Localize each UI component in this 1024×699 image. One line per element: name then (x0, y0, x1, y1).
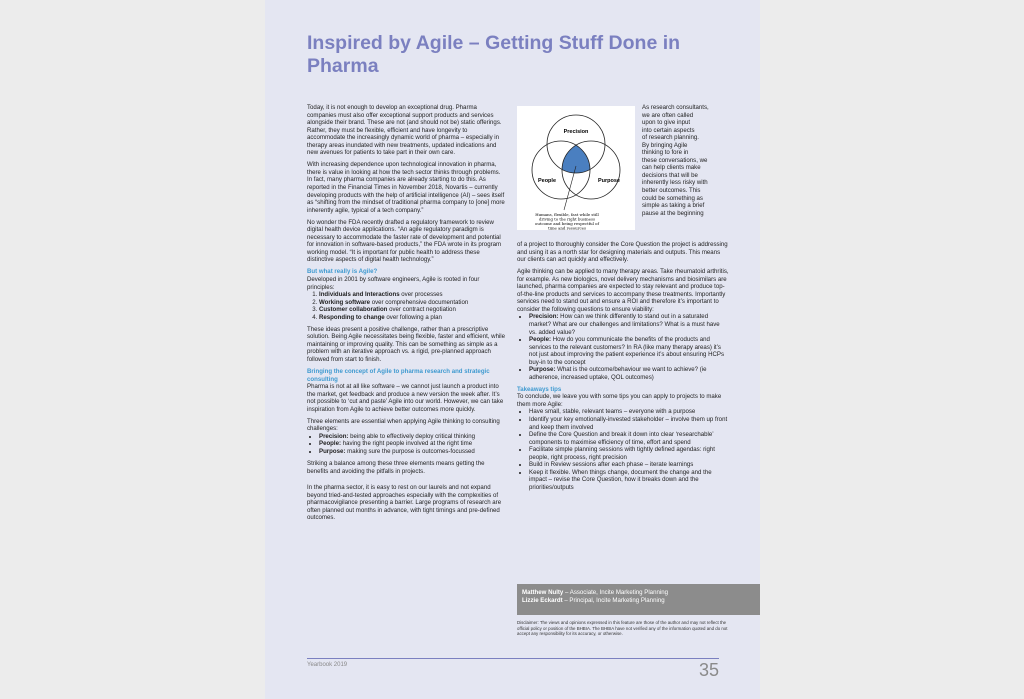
list-item: • Have small, stable, relevant teams – everyone with a purpose (529, 408, 729, 416)
tips-list (517, 408, 729, 491)
list-item: • Keep it flexible. When things change, document the change and the impact – revise the Core Question, how it breaks down and the priorities/outputs (529, 469, 729, 492)
text-line: could be something as (642, 194, 703, 202)
paragraph: Today, it is not enough to develop an exceptional drug. Pharma companies must also offer exceptional support products and services alongside their brand. These are not (and should not be) static offerings. Rather, they must be flexible, efficient and have longevity to accommodate the increasingly dynamic world of pharma – especially in therapy areas inundated with new treatments, updated indications and new avenues for patients to take part in their own care. (307, 104, 502, 157)
author-line: Lizzie Eckardt – Principal, Incite Marketing Planning (522, 597, 665, 604)
author-box (517, 584, 760, 615)
text-line: we are often called (642, 111, 694, 119)
paragraph: of a project to thoroughly consider the Core Question the project is addressing and using it as a north star for designing materials and outputs. This means our clients can act quickly and effectively. (517, 241, 728, 264)
label-purpose: Purpose (597, 178, 621, 184)
text-line: better outcomes. This (642, 187, 701, 195)
text-line: upon to give input (642, 119, 691, 127)
article-page (265, 0, 760, 699)
text-line: By bringing Agile (642, 141, 688, 149)
text-line: into certain aspects (642, 126, 695, 134)
caption-line: driving to the right business (539, 216, 595, 222)
disclaimer: Disclaimer: The views and opinions expressed in this feature are those of the author and may not reflect the official policy or position of the BHBIA. The BHBIA have not verified any of the information quoted and do not accept any responsibility for its accuracy, or otherwise. (517, 620, 728, 637)
paragraph: To conclude, we leave you with some tips you can apply to projects to make them more Agile: (517, 393, 722, 408)
list-item: 4. Responding to change over following a plan (319, 314, 507, 322)
section-heading: Bringing the concept of Agile to pharma research and strategic consulting (307, 368, 490, 383)
list-item: • Precision: being able to effectively deploy critical thinking (319, 433, 507, 441)
caption-line: outcome and being respectful of (535, 221, 599, 226)
paragraph: In the pharma sector, it is easy to rest on our laurels and not expand beyond tried-and-tested approaches especially with the complexities of pharmacovigilance presenting a barrier. Large programs of research are often planned out months in advance, with tight timings and pre-defined outcomes. (307, 484, 502, 522)
footer-yearbook: Yearbook 2019 (307, 662, 348, 668)
paragraph: With increasing dependence upon technological innovation in pharma, there is value in looking at how the tech sector thinks through problems. In fact, many pharma companies are already starting to do this. As reported in the Financial Times in November 2018, Novartis – currently developing products with the help of artificial intelligence (AI) – sees itself as “shifting from the mindset of traditional pharma company to [one] more inherently agile, typical of a tech company.” (307, 161, 505, 214)
list-item: • Purpose: making sure the purpose is outcomes-focussed (319, 448, 507, 456)
right-column (517, 241, 729, 496)
list-item: 3. Customer collaboration over contract negotiation (319, 306, 507, 314)
text-line: these conversations, we (642, 156, 708, 164)
text-line: simple as taking a brief (642, 202, 705, 210)
footer-divider (307, 658, 719, 659)
paragraph: No wonder the FDA recently drafted a regulatory framework to review digital health device applications. “An agile regulatory paradigm is necessary to accommodate the faster rate of development and potential for innovation in software-based products,” the FDA wrote in its program working model. “It is important for public health to address these distinctive aspects of digital health technology.” (307, 218, 502, 264)
page-number: 35 (698, 660, 719, 680)
list-item: • Build in Review sessions after each phase – iterate learnings (529, 461, 729, 469)
text-line: decisions that will be (642, 171, 698, 179)
paragraph: These ideas present a positive challenge, rather than a prescriptive solution. Being Agile necessitates being flexible, faster and efficient, while maintaining or improving quality. This can be something as simple as a problem with an iterative approach vs. a rigid, pre-planned approach followed from start to finish. (307, 325, 506, 363)
caption-line: time and resources (548, 225, 586, 230)
section-heading: Takeaways tips (517, 385, 562, 393)
text-line: inherently less risky with (642, 179, 708, 187)
list-item: 2. Working software over comprehensive documentation (319, 299, 507, 307)
list-item: • Precision: How can we think differently to stand out in a saturated market? What are our challenges and limitations? What is a must have vs. added value? (529, 313, 729, 336)
list-item: • Facilitate simple planning sessions with tightly defined agendas: right people, right process, right precision (529, 446, 729, 461)
principles-list (307, 291, 507, 321)
paragraph: Three elements are essential when applying Agile thinking to consulting challenges: (307, 417, 500, 433)
list-item: • Identify your key emotionally-invested stakeholder – involve them up front and keep them involved (529, 416, 729, 431)
paragraph: Striking a balance among these three elements means getting the benefits and avoiding the pitfalls in projects. (307, 460, 485, 475)
list-item: • People: having the right people involved at the right time (319, 440, 507, 448)
left-column (307, 104, 507, 526)
questions-list (517, 313, 729, 381)
label-precision: Precision (563, 129, 589, 135)
paragraph: Pharma is not at all like software – we cannot just launch a product into the market, get feedback and produce a new version the week after. It’s not possible to ‘cut and paste’ Agile into our world. However, we can take inspiration from Agile to achieve better outcomes more quickly. (307, 383, 504, 413)
venn-diagram (517, 106, 635, 230)
section-heading: But what really is Agile? (307, 268, 378, 276)
text-line: can help clients make (642, 164, 701, 172)
list-item: 1. Individuals and Interactions over processes (319, 291, 507, 299)
list-item: • Purpose: What is the outcome/behaviour we want to achieve? (ie adherence, increased uptake, QOL outcomes) (529, 366, 729, 381)
list-item: • People: How do you communicate the benefits of the products and services to the relevant customers? In RA (like many therapy areas) it’s not just about improving the patient experience it’s about ensuring HCPs buy-in to the concept (529, 336, 729, 366)
paragraph: Agile thinking can be applied to many therapy areas. Take rheumatoid arthritis, for example. As new biologics, novel delivery mechanisms and biosimilars are launched, pharma companies are expected to stay relevant and produce top-of-the-line products and services to accompany these treatments. Importantly services need to stand out and ensure a ROI and therefore it’s important to consider the following questions to ensure viability: (517, 268, 729, 313)
text-line: of research planning. (642, 134, 699, 142)
text-line: pause at the beginning (642, 209, 704, 217)
text-line: thinking to fore in (642, 149, 689, 157)
label-people: People (537, 178, 557, 184)
caption-line: Humans, flexible, fast while still (535, 212, 599, 217)
paragraph: Developed in 2001 by software engineers, Agile is rooted in four principles: (307, 275, 480, 291)
article-title: Inspired by Agile – Getting Stuff Done in Pharma (307, 32, 681, 77)
list-item: • Define the Core Question and break it down into clear ‘researchable’ components to maximise efficiency of time, effort and spend (529, 431, 729, 446)
right-column-wrap (642, 104, 722, 217)
author-line: Matthew Nulty – Associate, Incite Marketing Planning (522, 589, 668, 596)
text-line: As research consultants, (642, 104, 709, 111)
elements-list (307, 433, 507, 456)
venn-diagram-figure (517, 106, 635, 230)
